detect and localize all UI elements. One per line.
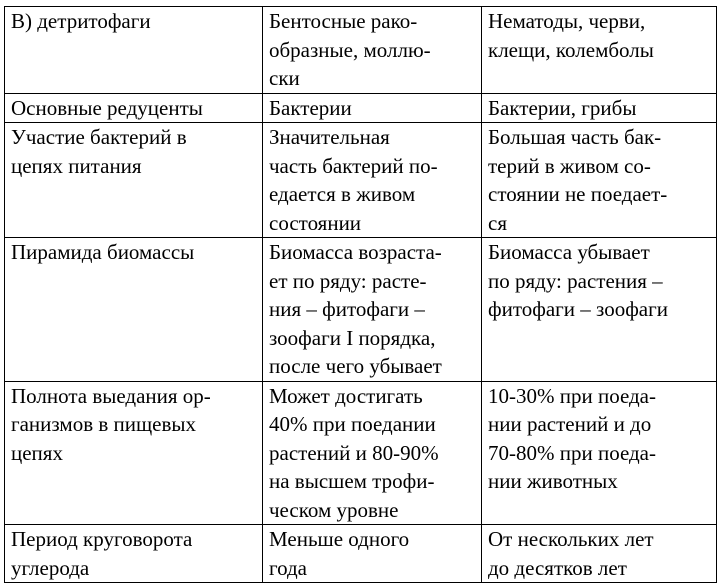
cell-line: Участие бактерий в — [11, 125, 187, 149]
row-label-cell — [5, 238, 263, 382]
cell-line: Пирамида биомассы — [11, 240, 195, 264]
cell-line: терий в живом со- — [488, 153, 651, 178]
terrestrial-cell — [482, 7, 717, 94]
cell-line: ет по ряду: расте- — [269, 268, 427, 293]
aquatic-cell — [263, 381, 482, 525]
cell-line: цепях питания — [11, 153, 142, 178]
terrestrial-cell — [482, 525, 717, 583]
cell-line: В) детритофаги — [11, 9, 151, 33]
cell-line: образные, моллю- — [269, 37, 431, 62]
cell-line: Биомасса возраста- — [269, 240, 442, 264]
cell-line: Нематоды, черви, — [488, 9, 646, 33]
cell-line: нии растений и до — [488, 412, 652, 436]
cell-line: нии животных — [488, 469, 618, 493]
cell-line: Большая часть бак- — [488, 125, 662, 149]
cell-line: Бактерии — [269, 95, 352, 120]
terrestrial-cell — [482, 238, 717, 382]
cell-line: клещи, колемболы — [488, 37, 654, 62]
aquatic-cell — [263, 123, 482, 238]
cell-line: ски — [269, 66, 300, 90]
row-label-cell — [5, 123, 263, 238]
cell-line: после чего убывает — [269, 354, 442, 378]
table-row — [5, 123, 717, 238]
cell-line: Период круговорота — [11, 527, 193, 551]
cell-line: ганизмов в пищевых — [11, 412, 197, 436]
cell-line: стоянии не поедает- — [488, 182, 668, 206]
cell-line: едается в живом — [269, 182, 416, 206]
cell-line: до десятков лет — [488, 555, 627, 580]
terrestrial-cell — [482, 93, 717, 123]
table-row — [5, 93, 717, 123]
cell-line: Биомасса убывает — [488, 240, 650, 264]
terrestrial-cell — [482, 381, 717, 525]
cell-line: 10-30% при поеда- — [488, 383, 656, 408]
cell-line: углерода — [11, 555, 90, 580]
table-row — [5, 381, 717, 525]
cell-line: Бентосные рако- — [269, 9, 418, 33]
table-row — [5, 7, 717, 94]
cell-line: состоянии — [269, 210, 362, 235]
terrestrial-cell — [482, 123, 717, 238]
cell-line: Значительная — [269, 125, 390, 149]
cell-line: ся — [488, 210, 507, 235]
row-label-cell — [5, 525, 263, 583]
comparison-table — [4, 6, 717, 583]
cell-line: фитофаги – зоофаги — [488, 297, 668, 321]
aquatic-cell — [263, 525, 482, 583]
cell-line: ния – фитофаги – — [269, 297, 425, 321]
aquatic-cell — [263, 93, 482, 123]
cell-line: Может достигать — [269, 383, 423, 408]
cell-line: по ряду: растения – — [488, 268, 663, 293]
table-body — [5, 7, 717, 583]
cell-line: цепях — [11, 440, 63, 465]
cell-line: От нескольких лет — [488, 527, 654, 551]
aquatic-cell — [263, 7, 482, 94]
cell-line: 40% при поедании — [269, 412, 436, 436]
row-label-cell — [5, 381, 263, 525]
cell-line: Бактерии, грибы — [488, 95, 637, 120]
cell-line: часть бактерий по- — [269, 153, 438, 178]
table-row — [5, 525, 717, 583]
cell-line: растений и 80-90% — [269, 440, 439, 465]
cell-line: на высшем трофи- — [269, 469, 435, 493]
table-row — [5, 238, 717, 382]
cell-line: ческом уровне — [269, 497, 399, 522]
cell-line: 70-80% при поеда- — [488, 440, 656, 465]
cell-line: года — [269, 555, 307, 580]
cell-line: Полнота выедания ор- — [11, 383, 211, 408]
cell-line: Основные редуценты — [11, 95, 203, 120]
cell-line: Меньше одного — [269, 527, 410, 551]
aquatic-cell — [263, 238, 482, 382]
row-label-cell — [5, 93, 263, 123]
cell-line: зоофаги I порядка, — [269, 325, 436, 350]
row-label-cell — [5, 7, 263, 94]
